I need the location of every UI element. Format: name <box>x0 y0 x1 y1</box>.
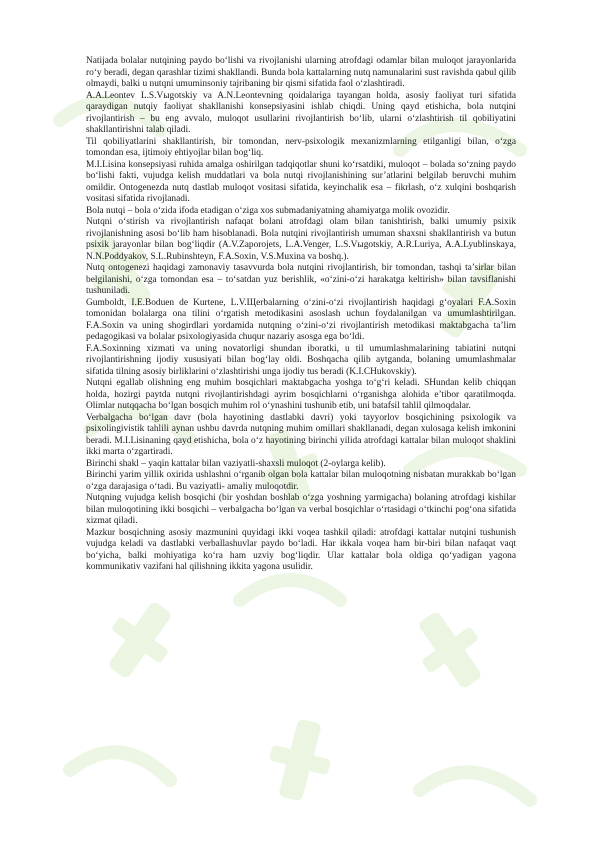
paragraph: M.I.Lisina konsepsiyasi ruhida amalga oshirilgan tadqiqotlar shuni ko‘rsatdiki, muloqot – bolada so‘zning paydo bo‘lishi fakti, vujudga kelish muddatlari va bola nutqi rivojlanishining sur’atlarini belgilab beruvchi muhim omildir. Ontogenezda nutq dastlab muloqot vositasi sifatida, keyinchalik esa – fikrlash, o‘z xulqini boshqarish vositasi sifatida rivojlanadi. <box>86 159 516 204</box>
paragraph: Nutq ontogenezi haqidagi zamonaviy tasavvurda bola nutqini rivojlantirish, bir tomondan, tashqi ta’sirlar bilan belgilanishi, o‘zga tomondan esa – to‘satdan yuz berishlik, «o‘zini-o‘zi harakatga keltirish» bilan tavsiflanishi tushuniladi. <box>86 263 516 296</box>
paragraph: Natijada bolalar nutqining paydo bo‘lishi va rivojlanishi ularning atrofdagi odamlar bilan muloqot jarayonlarida ro‘y beradi, degan qarashlar tizimi shakllandi. Bunda bola kattalarning nutq namunalarini sust ravishda qabul qilib olmaydi, balki u nutqni umuminsoniy tajribaning bir qismi sifatida faol o‘zlashtiradi. <box>86 56 516 89</box>
paragraph: A.A.Leontev L.S.Vыgotskiy va A.N.Leontevning qoidalariga tayangan holda, asosiy faoliyat turi sifatida qaraydigan nutqiy faoliyat shakllanishi konsepsiyasini ishlab chiqdi. Uning qayd etishicha, bola nutqini rivojlantirish – bu eng avvalo, muloqot usullarini rivojlantirish bo‘lib, ularni o‘zlashtirish til qobiliyatini shakllantirishni talab qiladi. <box>86 90 516 135</box>
paragraph: Nutqni egallab olishning eng muhim bosqichlari maktabgacha yoshga to‘g‘ri keladi. SHundan kelib chiqqan holda, hozirgi paytda nutqni rivojlantirishdagi ayrim bosqichlarni o‘rganishga alohida e’tibor qaratilmoqda. Olimlar nutqqacha bo‘lgan bosqich muhim rol o‘ynashini tushunib etib, uni batafsil tahlil qilmoqdalar. <box>86 378 516 411</box>
document-body <box>86 56 516 574</box>
paragraph: Birinchi shakl – yaqin kattalar bilan vaziyatli-shaxsli muloqot (2-oylarga kelib). <box>86 458 386 469</box>
paragraph: Nutqni o‘stirish va rivojlantirish nafaqat bolani atrofdagi olam bilan tanishtirish, balki umumiy psixik rivojlanishning asosi bo‘lib ham hisoblanadi. Bola nutqini rivojlantirish umuman shaxsni shakllantirish va butun psixik jarayonlar bilan bog‘liqdir (A.V.Zaporojets, L.A.Venger, L.S.Vыgotskiy, A.R.Luriya, A.A.Lyublinskaya, N.N.Poddyakov, S.L.Rubinshteyn, F.A.Soxin, V.S.Muxina va boshq.). <box>86 217 516 262</box>
paragraph: Mazkur bosqichning asosiy mazmunini quyidagi ikki voqea tashkil qiladi: atrofdagi kattalar nutqini tushunish vujudga keladi va dastlabki verballashuvlar paydo bo‘ladi. Har ikkala voqea ham bir-biri bilan nafaqat vaqt bo‘yicha, balki mohiyatiga ko‘ra ham uzviy bog‘liqdir. Ular kattalar bola oldiga qo‘yadigan yagona kommunikativ vazifani hal qilishning ikkita yagona usulidir. <box>86 527 516 572</box>
paragraph: Til qobiliyatlarini shakllantirish, bir tomondan, nerv-psixologik mexanizmlarning etilganligi bilan, o‘zga tomondan esa, ijtimoiy ehtiyojlar bilan bog‘liq. <box>86 136 516 158</box>
paragraph: Bola nutqi – bola o‘zida ifoda etadigan o‘ziga xos submadaniyatning ahamiyatga molik ovozidir. <box>86 205 450 216</box>
paragraph: F.A.Soxinning xizmati va uning novatorligi shundan iboratki, u til umumlashmalarining tabiatini nutqni rivojlantirishning ijodiy xususiyati bilan bog‘lay oldi. Boshqacha qilib aytganda, bolaning umumlashmalar sifatida tilning asosiy birliklarini o‘zlashtirishi unga ijodiy tus beradi (K.I.CHukovskiy). <box>86 343 516 377</box>
paragraph: Gumboldt, I.E.Boduen de Kurtene, L.V.Щerbalarning o‘zini-o‘zi rivojlantirish haqidagi g‘oyalari F.A.Soxin tomonidan bolalarga ona tilini o‘rgatish metodikasini asoslash uchun foydalanilgan va umumlashtirilgan. F.A.Soxin va uning shogirdlari yordamida nutqning o‘zini-o‘zi rivojlantirish metodikasi maktabgacha ta’lim pedagogikasi va bolalar psixologiyasida chuqur nazariy asosga ega bo‘ldi. <box>86 297 516 342</box>
paragraph: Verbalgacha bo‘lgan davr (bola hayotining dastlabki davri) yoki tayyorlov bosqichining psixologik va psixolingivistik tahlili aynan ushbu davrda nutqning muhim omillari shakllanadi, degan xulosaga kelish imkonini beradi. M.I.Lisinaning qayd etishicha, bola o‘z hayotining birinchi yilida atrofdagi kattalar bilan muloqot shaklini ikki marta o‘zgartiradi. <box>86 412 516 457</box>
paragraph: Birinchi yarim yillik oxirida ushlashni o‘rganib olgan bola kattalar bilan muloqotning nisbatan murakkab bo‘lgan o‘zga darajasiga o‘tadi. Bu vaziyatli- amaliy muloqotdir. <box>86 470 516 492</box>
paragraph: Nutqning vujudga kelish bosqichi (bir yoshdan boshlab o‘zga yoshning yarmigacha) bolaning atrofdagi kishilar bilan muloqotining ikki bosqichi – verbalgacha bo‘lgan va verbal bosqichlar o‘rtasidagi o‘tkinchi pog‘ona sifatida xizmat qiladi. <box>86 493 516 526</box>
